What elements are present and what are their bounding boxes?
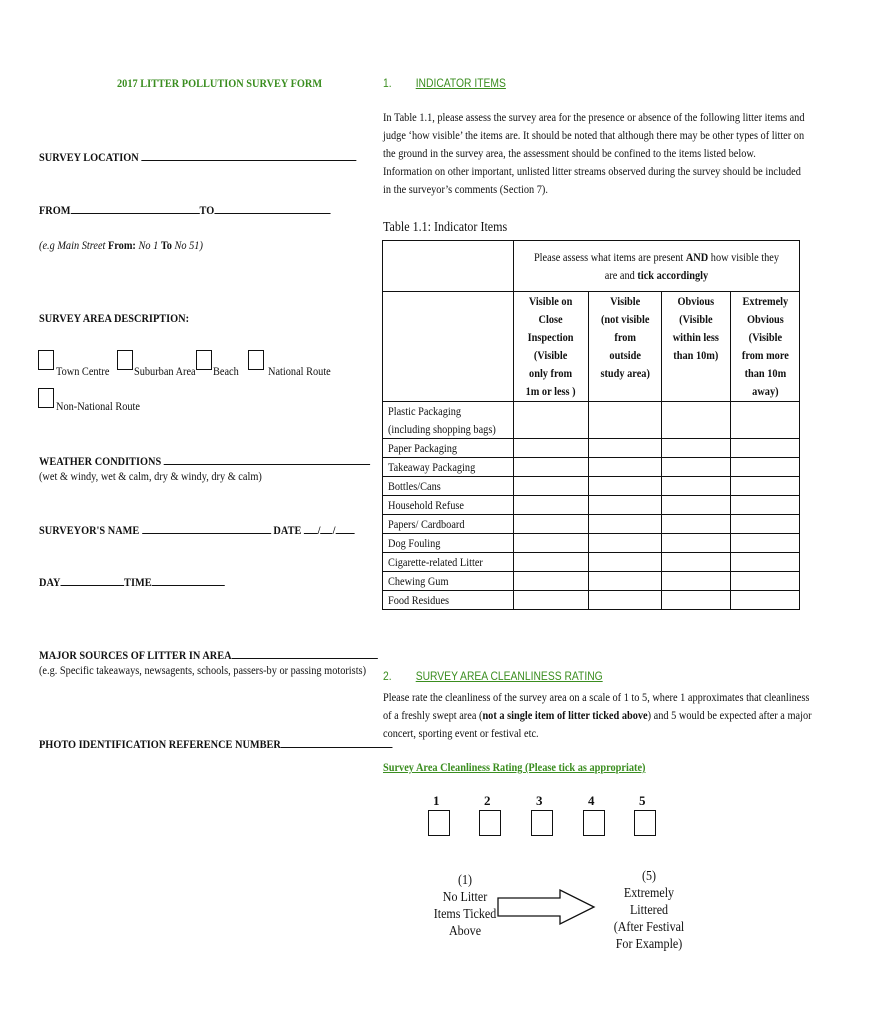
time-label: TIME [124,575,152,589]
day-label: DAY [39,575,61,589]
rating-number: 4 [588,793,595,808]
rating-number: 2 [484,793,491,808]
row-label: Household Refuse [383,496,514,515]
caption-line: (After Festival [613,920,685,935]
tick-cell[interactable] [661,402,730,439]
tick-cell[interactable] [514,534,588,553]
beach-checkbox[interactable] [196,350,212,370]
row-label: Takeaway Packaging [383,458,514,477]
table-row [383,572,800,591]
weather-hint: (wet & windy, wet & calm, dry & windy, dry & calm) [39,469,262,483]
date-year-field[interactable] [335,523,354,534]
tick-cell[interactable] [661,572,730,591]
table-row [383,515,800,534]
low-rating-caption [425,872,505,940]
tick-cell[interactable] [730,515,800,534]
rating-checkbox[interactable] [531,810,553,836]
date-month-field[interactable] [321,523,333,534]
photo-field[interactable] [281,737,393,748]
tick-cell[interactable] [730,591,800,610]
table-row [383,496,800,515]
section2-heading: 2. SURVEY AREA CLEANLINESS RATING [383,669,603,683]
tick-cell[interactable] [514,591,588,610]
form-title: 2017 LITTER POLLUTION SURVEY FORM [117,76,323,90]
rating-heading: Survey Area Cleanliness Rating (Please tick as appropriate) [383,760,646,774]
suburban-area-label: Suburban Area [134,364,196,378]
day-field[interactable] [60,575,124,586]
survey-location-field[interactable] [141,150,356,161]
location-example: (e.g Main Street From: No 1 To No 51) [39,238,203,252]
row-label: Food Residues [383,591,514,610]
table-row [383,553,800,572]
row-label: Paper Packaging [383,439,514,458]
row-label: Plastic Packaging (including shopping bags) [383,402,514,439]
section1-heading: 1. INDICATOR ITEMS [383,76,506,90]
tick-cell[interactable] [730,572,800,591]
table-row [383,458,800,477]
row-label: Dog Fouling [383,534,514,553]
tick-cell[interactable] [730,402,800,439]
national-route-label: National Route [268,364,331,378]
tick-cell[interactable] [730,553,800,572]
tick-cell[interactable] [514,458,588,477]
time-field[interactable] [152,575,225,586]
sources-hint: (e.g. Specific takeaways, newsagents, schools, passers-by or passing motorists) [39,663,367,677]
tick-cell[interactable] [661,496,730,515]
day-time-row [39,573,255,591]
column-header: Visible (not visible from outside study area) [588,292,661,402]
photo-label: PHOTO IDENTIFICATION REFERENCE NUMBER [39,737,281,751]
tick-cell[interactable] [730,439,800,458]
tick-cell[interactable] [588,458,661,477]
tick-cell[interactable] [661,591,730,610]
tick-cell[interactable] [588,591,661,610]
tick-cell[interactable] [588,572,661,591]
rating-checkbox[interactable] [428,810,450,836]
town-centre-checkbox[interactable] [38,350,54,370]
caption-line: No Litter [442,890,488,905]
tick-cell[interactable] [588,439,661,458]
from-to-row [39,201,378,219]
table-row [383,439,800,458]
column-header: Extremely Obvious (Visible from more than 10m away) [730,292,800,402]
sources-field[interactable] [232,648,378,659]
from-label: FROM [39,203,71,217]
section1-line: in the surveyor’s comments (Section 7). [383,182,548,196]
row-sublabel: (including shopping bags) [388,422,496,436]
tick-cell[interactable] [514,515,588,534]
section1-line: Information on other important, unlisted litter streams observed during the survey should be included [383,164,801,178]
tick-cell[interactable] [514,477,588,496]
suburban-area-checkbox[interactable] [117,350,133,370]
non-national-route-label: Non-National Route [56,399,140,413]
area-description-label: SURVEY AREA DESCRIPTION: [39,311,190,325]
table-row [383,591,800,610]
sources-label: MAJOR SOURCES OF LITTER IN AREA [39,648,232,662]
caption-line: Above [448,924,482,939]
section1-line: judge ‘how visible’ the items are. It should be noted that although there may be other types of litter on [383,128,805,142]
town-centre-label: Town Centre [56,364,110,378]
rating-number: 5 [639,793,646,808]
rating-checkbox[interactable] [479,810,501,836]
tick-cell[interactable] [514,496,588,515]
date-day-field[interactable] [304,523,318,534]
caption-line: Extremely [623,886,675,901]
beach-label: Beach [213,364,239,378]
from-field[interactable] [71,203,200,214]
tick-cell[interactable] [661,458,730,477]
tick-cell[interactable] [730,496,800,515]
table-row [383,534,800,553]
national-route-checkbox[interactable] [248,350,264,370]
to-label: TO [199,203,215,217]
tick-cell[interactable] [588,515,661,534]
tick-cell[interactable] [661,553,730,572]
surveyor-row: SURVEYOR'S NAME DATE / / [39,521,406,539]
surveyor-field[interactable] [142,523,271,534]
to-field[interactable] [214,203,330,214]
caption-line: Littered [629,903,669,918]
tick-cell[interactable] [661,439,730,458]
row-label: Cigarette-related Litter [383,553,514,572]
indicator-table [382,240,800,610]
caption-line: (5) [641,869,657,884]
column-header: Visible on Close Inspection (Visible only from 1m or less ) [514,292,588,402]
table-row [383,402,800,439]
caption-line: (1) [457,873,473,888]
table-instruction: Please assess what items are present AND how visible they are and tick accordingly [514,241,800,292]
tick-cell[interactable] [588,496,661,515]
weather-label: WEATHER CONDITIONS [39,454,162,468]
row-label: Bottles/Cans [383,477,514,496]
caption-line: For Example) [615,937,683,952]
row-label: Chewing Gum [383,572,514,591]
high-rating-caption [604,868,694,953]
tick-cell[interactable] [661,477,730,496]
tick-cell[interactable] [514,553,588,572]
table-caption: Table 1.1: Indicator Items [383,220,508,235]
tick-cell[interactable] [514,402,588,439]
tick-cell[interactable] [514,572,588,591]
tick-cell[interactable] [730,458,800,477]
section1-text [383,108,805,198]
date-label: DATE [273,523,302,537]
survey-location-row [39,148,408,166]
caption-line: Items Ticked [433,907,497,922]
weather-field[interactable] [164,454,370,465]
tick-cell[interactable] [588,402,661,439]
section1-line: the ground in the survey area, the assessment should be confined to the items listed below. [383,146,756,160]
arrow-right-icon [496,888,598,926]
tick-cell[interactable] [588,553,661,572]
surveyor-label: SURVEYOR'S NAME [39,523,140,537]
tick-cell[interactable] [588,534,661,553]
tick-cell[interactable] [661,515,730,534]
row-label: Papers/ Cardboard [383,515,514,534]
tick-cell[interactable] [514,439,588,458]
tick-cell[interactable] [730,477,800,496]
tick-cell[interactable] [730,534,800,553]
table-row [383,477,800,496]
tick-cell[interactable] [588,477,661,496]
rating-checkbox[interactable] [583,810,605,836]
table-corner [383,241,514,292]
survey-location-label: SURVEY LOCATION [39,150,139,164]
rating-number: 1 [433,793,440,808]
section2-text: Please rate the cleanliness of the survey area on a scale of 1 to 5, where 1 approximates that cleanliness of a freshly swept area (not a single item of litter ticked above) and 5 would be expected after a major concert, sporting event or festival etc. [383,690,812,740]
rating-checkbox[interactable] [634,810,656,836]
section1-line: In Table 1.1, please assess the survey area for the presence or absence of the following litter items and [383,110,805,124]
rating-number: 3 [536,793,543,808]
tick-cell[interactable] [661,534,730,553]
non-national-route-checkbox[interactable] [38,388,54,408]
column-header: Obvious (Visible within less than 10m) [661,292,730,402]
